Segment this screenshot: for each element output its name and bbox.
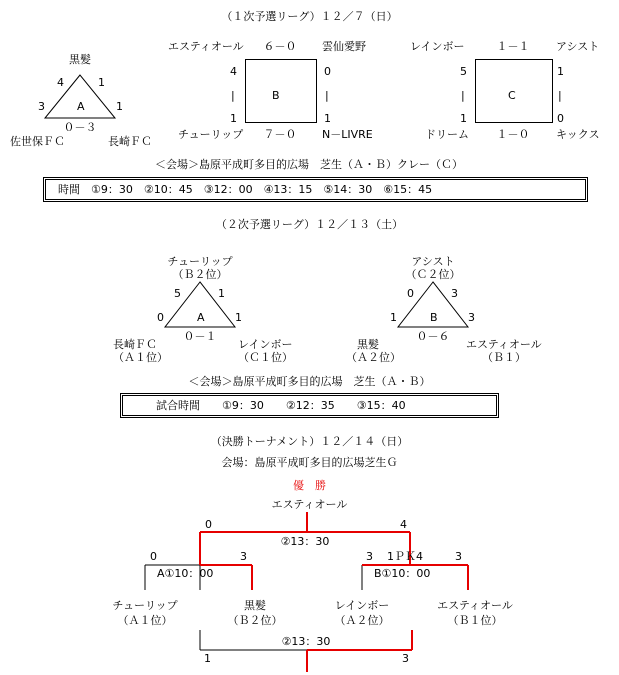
score: 1 bbox=[116, 100, 123, 113]
score: ６－０ bbox=[263, 40, 297, 53]
stage1-times: 時間 ①9：30 ②10：45 ③12：00 ④13：15 ⑤14：30 ⑥15：45 bbox=[58, 183, 433, 196]
group-a-left-team: 佐世保ＦＣ bbox=[10, 135, 65, 148]
final-venue: 会場：島原平成町多目的広場芝生Ｇ bbox=[221, 456, 398, 469]
stage2-times-box bbox=[120, 393, 499, 418]
team: レインボー bbox=[334, 599, 390, 612]
team: ドリーム bbox=[425, 128, 469, 141]
group-label: B bbox=[272, 89, 280, 102]
score: 0 bbox=[150, 550, 157, 563]
team-rank: （Ａ２位） bbox=[334, 614, 390, 627]
team: 雲仙愛野 bbox=[322, 40, 366, 53]
score: 1 bbox=[235, 311, 242, 324]
score: ０－６ bbox=[416, 330, 450, 343]
team: チューリップ bbox=[178, 128, 244, 141]
final-time: ②13：30 bbox=[280, 535, 330, 548]
group-label: A bbox=[77, 100, 85, 113]
team: レインボー bbox=[410, 40, 465, 53]
team-rank: （Ｂ１位） bbox=[447, 614, 503, 627]
stage2-times: 試合時間 ①9：30 ②12：35 ③15：40 bbox=[156, 399, 406, 412]
team: エスティオール bbox=[437, 599, 513, 612]
divider: | bbox=[558, 89, 562, 102]
semi-b-time: B①10：00 bbox=[374, 567, 431, 580]
score: 3 bbox=[366, 550, 373, 563]
stage1-times-box bbox=[43, 177, 588, 202]
score: 3 bbox=[455, 550, 462, 563]
group-label: B bbox=[430, 311, 438, 324]
stage2-venue: ＜会場＞島原平成町多目的広場 芝生（Ａ・Ｂ） bbox=[188, 375, 431, 388]
team: エスティオール bbox=[466, 338, 542, 351]
divider: | bbox=[231, 89, 235, 102]
score: 4 bbox=[230, 65, 237, 78]
score: 0 bbox=[407, 287, 414, 300]
team-rank: （Ａ１位） bbox=[113, 351, 168, 364]
score: 1 bbox=[204, 652, 211, 665]
team-rank: （Ａ１位） bbox=[117, 614, 173, 627]
team: チューリップ bbox=[112, 599, 178, 612]
team: 黒髪 bbox=[357, 338, 379, 351]
score: 3 bbox=[38, 100, 45, 113]
score: 0 bbox=[557, 112, 564, 125]
score: 3 bbox=[240, 550, 247, 563]
team-rank: （Ｂ２位） bbox=[227, 614, 283, 627]
team: アシスト bbox=[411, 255, 455, 268]
group-label: A bbox=[197, 311, 205, 324]
score: 1 bbox=[460, 112, 467, 125]
team: チューリップ bbox=[167, 255, 233, 268]
team: N－LIVRE bbox=[322, 128, 373, 141]
third-place-time: ②13：30 bbox=[281, 635, 331, 648]
score: １－１ bbox=[496, 40, 530, 53]
score: 5 bbox=[174, 287, 181, 300]
team: エスティオール bbox=[168, 40, 244, 53]
score: 1 bbox=[98, 76, 105, 89]
team-rank: （Ｂ１） bbox=[482, 351, 526, 364]
group-label: C bbox=[508, 89, 516, 102]
score: 1 bbox=[557, 65, 564, 78]
semi-a-time: A①10：00 bbox=[157, 567, 214, 580]
pk-score: 1ＰＫ4 bbox=[387, 550, 423, 563]
champion-team: エスティオール bbox=[271, 498, 348, 511]
group-b-box bbox=[245, 59, 317, 123]
team-rank: （Ｃ２位） bbox=[405, 268, 461, 281]
final-heading: （決勝トーナメント）１２／１４（日） bbox=[210, 435, 409, 448]
team: 長崎ＦＣ bbox=[113, 338, 157, 351]
score: 3 bbox=[402, 652, 409, 665]
score: ０－３ bbox=[63, 121, 97, 134]
score: 3 bbox=[451, 287, 458, 300]
group-a-right-team: 長崎ＦＣ bbox=[108, 135, 152, 148]
team-rank: （Ｃ１位） bbox=[238, 351, 293, 364]
score: 0 bbox=[324, 65, 331, 78]
team: 黒髪 bbox=[244, 599, 266, 612]
score: 1 bbox=[390, 311, 397, 324]
champion-label: 優 勝 bbox=[293, 479, 326, 492]
score: ０－１ bbox=[183, 330, 217, 343]
score: 1 bbox=[230, 112, 237, 125]
score: 4 bbox=[57, 76, 64, 89]
stage1-heading: （１次予選リーグ）１２／７（日） bbox=[221, 10, 398, 23]
score: 3 bbox=[468, 311, 475, 324]
team: レインボー bbox=[238, 338, 293, 351]
score: 1 bbox=[324, 112, 331, 125]
divider: | bbox=[461, 89, 465, 102]
score: 5 bbox=[460, 65, 467, 78]
group-a-top-team: 黒髪 bbox=[69, 53, 91, 66]
score: １－０ bbox=[496, 128, 530, 141]
team: キックス bbox=[556, 128, 600, 141]
team: アシスト bbox=[556, 40, 600, 53]
score: ７－０ bbox=[263, 128, 297, 141]
divider: | bbox=[325, 89, 329, 102]
stage2-heading: （２次予選リーグ）１２／１３（土） bbox=[215, 218, 404, 231]
team-rank: （Ａ２位） bbox=[346, 351, 401, 364]
stage1-venue: ＜会場＞島原平成町多目的広場 芝生（Ａ・Ｂ）クレー（Ｃ） bbox=[155, 158, 463, 171]
score: 4 bbox=[400, 518, 407, 531]
team-rank: （Ｂ２位） bbox=[172, 268, 228, 281]
score: 0 bbox=[205, 518, 212, 531]
score: 0 bbox=[157, 311, 164, 324]
score: 1 bbox=[218, 287, 225, 300]
